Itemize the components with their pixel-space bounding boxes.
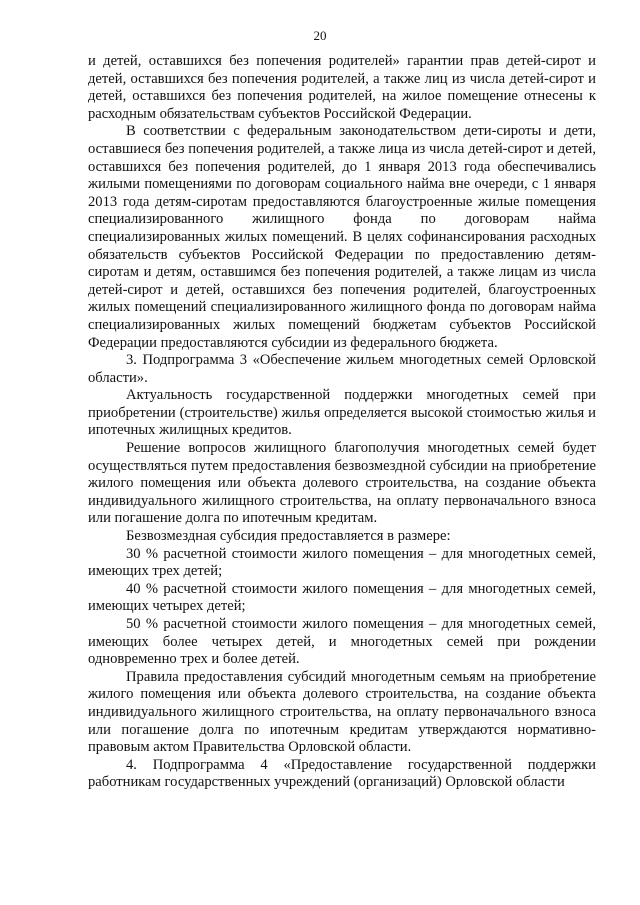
section-heading-subprogram-3: 3. Подпрограмма 3 «Обеспечение жильем многодетных семей Орловской области».	[88, 352, 596, 386]
list-item: 30 % расчетной стоимости жилого помещения – для многодетных семей, имеющих трех детей;	[88, 545, 596, 580]
paragraph: и детей, оставшихся без попечения родителей» гарантии прав детей-сирот и детей, оставшихся без попечения родителей, а также лиц из числа детей-сирот и детей, оставшихся без попечения родителей, на жилое помещение отнесены к расходным обязательствам субъектов Российской Федерации.	[88, 53, 596, 122]
paragraph: Безвозмездная субсидия предоставляется в размере:	[126, 528, 451, 545]
list-item: 40 % расчетной стоимости жилого помещения – для многодетных семей, имеющих четырех детей;	[88, 580, 596, 615]
document-body	[88, 53, 596, 792]
paragraph: В соответствии с федеральным законодательством дети-сироты и дети, оставшиеся без попечения родителей, а также лица из числа детей-сирот и детей, оставшихся без попечения родителей, до 1 января 2013 года обеспечивались жилыми помещениями по договорам социального найма вне очереди, с 1 января 2013 года детям-сиротам предоставляются благоустроенные жилые помещения специализированного жилищного фонда по договорам найма специализированных жилых помещений. В целях софинансирования расходных обязательств субъектов Российской Федерации по предоставлению детям-сиротам и детям, оставшимся без попечения родителей, а также лицам из числа детей-сирот и детей, оставшихся без попечения родителей, благоустроенных жилых помещений специализированного жилищного фонда по договорам найма специализированных жилых помещений бюджетам субъектов Российской Федерации предоставляются субсидии из федерального бюджета.	[88, 123, 596, 351]
paragraph: Актуальность государственной поддержки многодетных семей при приобретении (строительстве) жилья определяется высокой стоимостью жилья и ипотечных жилищных кредитов.	[88, 387, 596, 439]
section-heading-subprogram-4: 4. Подпрограмма 4 «Предоставление государственной поддержки работникам государственных учреждений (организаций) Орловской области	[88, 756, 596, 791]
paragraph: Решение вопросов жилищного благополучия многодетных семей будет осуществляться путем предоставления безвозмездной субсидии на приобретение жилого помещения или объекта долевого строительства, на создание объекта индивидуального жилищного строительства, на оплату первоначального взноса или погашение долга по ипотечным кредитам.	[88, 440, 596, 527]
list-item: 50 % расчетной стоимости жилого помещения – для многодетных семей, имеющих более четырех детей, и многодетных семей при рождении одновременно трех и более детей.	[88, 616, 596, 668]
paragraph: Правила предоставления субсидий многодетным семьям на приобретение жилого помещения или объекта долевого строительства, на создание объекта индивидуального жилищного строительства, на оплату первоначального взноса или погашение долга по ипотечным кредитам утверждаются нормативно-правовым актом Правительства Орловской области.	[88, 668, 596, 756]
page-number: 20	[313, 28, 327, 43]
